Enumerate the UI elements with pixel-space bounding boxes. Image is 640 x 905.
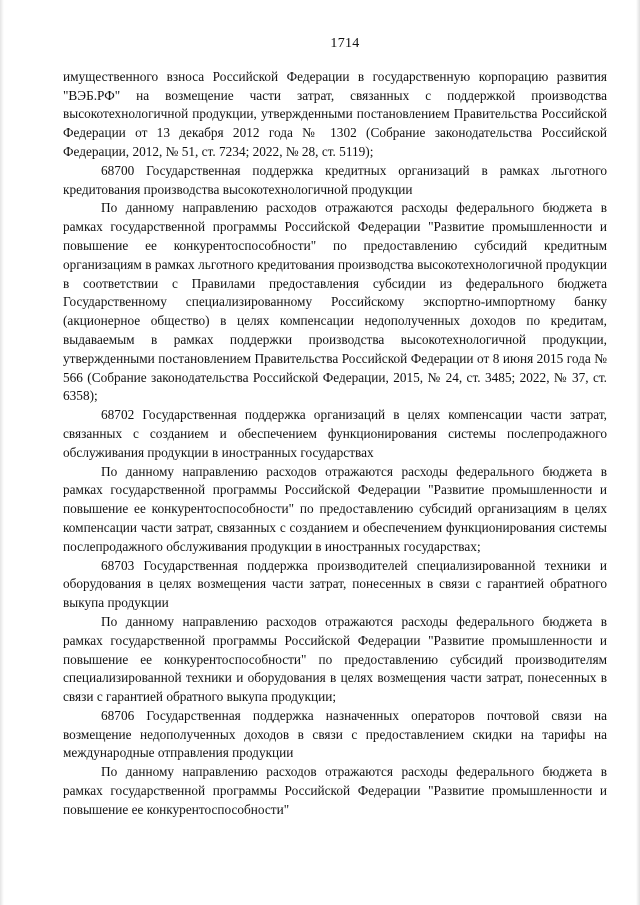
heading-68702: 68702 Государственная поддержка организаций в целях компенсации части затрат, связанных с созданием и обеспечением функционирования системы послепродажного обслуживания продукции в иностранных государствах <box>63 407 607 460</box>
paragraph-68703-description: По данному направлению расходов отражаются расходы федерального бюджета в рамках государственной программы Российской Федерации "Развитие промышленности и повышение ее конкурентоспособности" по предоставлению субсидий производителям специализированной техники и оборудования в целях возмещения части затрат, понесенных в связи с гарантией обратного выкупа продукции; <box>63 613 607 705</box>
paragraph-1: имущественного взноса Российской Федерации в государственную корпорацию развития "ВЭБ.РФ" на возмещение части затрат, связанных с поддержкой производства высокотехнологичной продукции, утвержденными постановлением Правительства Российской Федерации от 13 декабря 2012 года № 1302 (Собрание законодательства Российской Федерации, 2012, № 51, ст. 7234; 2022, № 28, ст. 5119); <box>63 68 607 159</box>
heading-68700: 68700 Государственная поддержка кредитных организаций в рамках льготного кредитования производства высокотехнологичной продукции <box>63 162 607 197</box>
paragraph-68702-description: По данному направлению расходов отражаются расходы федерального бюджета в рамках государственной программы Российской Федерации "Развитие промышленности и повышение ее конкурентоспособности" по предоставлению субсидий организациям в целях компенсации части затрат, связанных с созданием и обеспечением функционирования системы послепродажного обслуживания продукции в иностранных государствах; <box>63 463 607 554</box>
heading-68703: 68703 Государственная поддержка производителей специализированной техники и оборудования в целях возмещения части затрат, понесенных в связи с гарантией обратного выкупа продукции <box>63 557 607 611</box>
paragraph-68700-description: По данному направлению расходов отражаются расходы федерального бюджета в рамках государственной программы Российской Федерации "Развитие промышленности и повышение ее конкурентоспособности" по предоставлению субсидий кредитным организациям в рамках льготного кредитования производства высокотехнологичной продукции в соответствии с Правилами предоставления субсидии из федерального бюджета Государственному специализированному Российскому экспортно-импортному банку (акционерное общество) в целях компенсации недополученных доходов по кредитам, выдаваемым в рамках поддержки производства высокотехнологичной продукции, утвержденными постановлением Правительства Российской Федерации от 8 июня 2015 года № 566 (Собрание законодательства Российской Федерации, 2015, № 24, ст. 3485; 2022, № 37, ст. 6358); <box>63 200 607 404</box>
heading-68706: 68706 Государственная поддержка назначенных операторов почтовой связи на возмещение недополученных доходов в связи с предоставлением скидки на тарифы на международные отправления продукции <box>63 707 607 761</box>
page-number: 1714 <box>330 36 360 51</box>
paragraph-68706-description: По данному направлению расходов отражаются расходы федерального бюджета в рамках государственной программы Российской Федерации "Развитие промышленности и повышение ее конкурентоспособности" <box>63 764 607 817</box>
